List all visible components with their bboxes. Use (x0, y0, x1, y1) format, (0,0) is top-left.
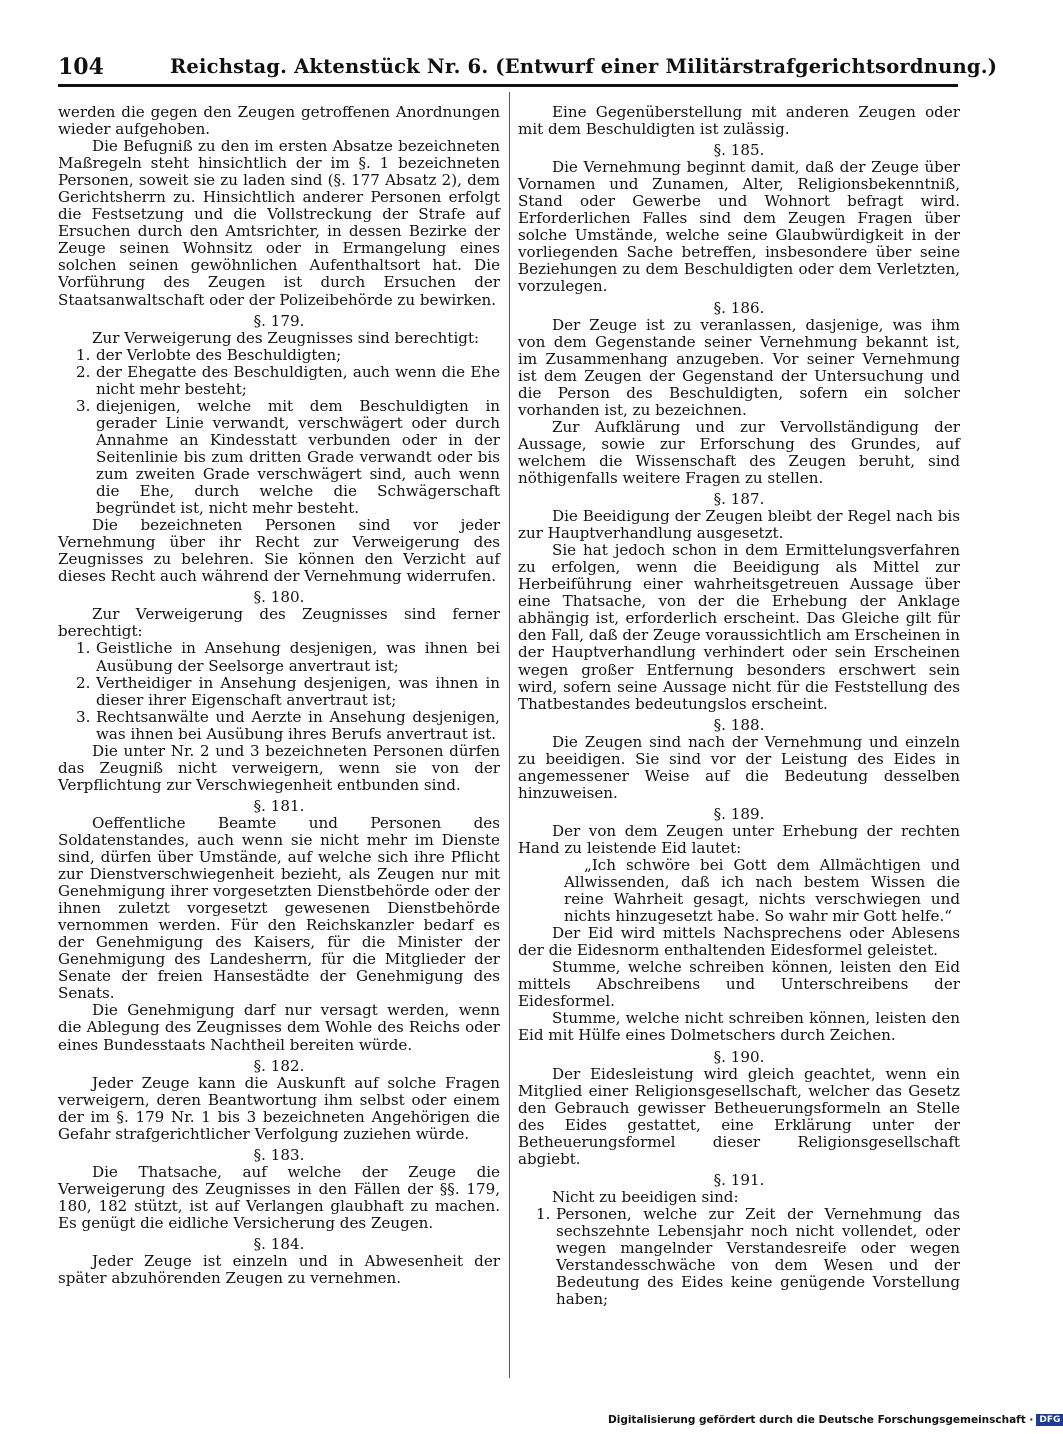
list-number: 3. (76, 396, 91, 415)
list-item (58, 709, 500, 743)
section-heading: §. 190. (713, 1047, 765, 1066)
paragraph: Der Zeuge ist zu veranlassen, dasjenige, was ihm von dem Gegenstande seiner Vernehmung bekannt ist, im Zusammenhang anzugeben. Vor seiner Vernehmung ist dem Zeugen der Gegenstand der Untersuchung und die Person des Beschuldigten, sofern ein solcher vorhanden ist, zu bezeichnen. (518, 315, 960, 419)
paragraph: Die bezeichneten Personen sind vor jeder Vernehmung über ihr Recht zur Verweigerung des Zeugnisses zu belehren. Sie können den Verzicht auf dieses Recht auch während der Vernehmung widerrufen. (58, 516, 500, 586)
section-heading: §. 182. (253, 1056, 305, 1075)
paragraph: Eine Gegenüberstellung mit anderen Zeugen oder mit dem Beschuldigten ist zulässig. (518, 103, 960, 139)
paragraph: Zur Verweigerung des Zeugnisses sind ferner berechtigt: (58, 605, 500, 641)
list-item (58, 640, 500, 674)
section-heading: §. 191. (713, 1170, 765, 1189)
paragraph: Nicht zu beeidigen sind: (552, 1187, 739, 1206)
paragraph: Die Vernehmung beginnt damit, daß der Zeuge über Vornamen und Zunamen, Alter, Religionsbekenntniß, Stand oder Gewerbe und Wohnort befragt wird. Erforderlichen Falles sind dem Zeugen Fragen über solche Umstände, welche seine Glaubwürdigkeit in der vorliegenden Sache betreffen, insbesondere über seine Beziehungen zu dem Beschuldigten oder dem Verletzten, vorzulegen. (518, 158, 960, 296)
list-item (518, 1206, 960, 1308)
list-item-text: Geistliche in Ansehung desjenigen, was ihnen bei Ausübung der Seelsorge anvertraut ist; (96, 639, 500, 675)
list-number: 2. (76, 362, 91, 381)
paragraph: Die Thatsache, auf welche der Zeuge die Verweigerung des Zeugnisses in den Fällen der §§. 179, 180, 182 stützt, ist auf Verlangen glaubhaft zu machen. Es genügt die eidliche Versicherung des Zeugen. (58, 1162, 500, 1232)
header-rule (58, 84, 958, 87)
paragraph: Die Zeugen sind nach der Vernehmung und einzeln zu beeidigen. Sie sind vor der Leistung des Eides in angemessener Weise auf die Bedeutung desselben hinzuweisen. (518, 732, 960, 802)
page-header (58, 52, 998, 84)
list-item (58, 347, 500, 364)
list-number: 1. (536, 1204, 551, 1223)
section-heading: §. 180. (253, 588, 305, 607)
column-divider (509, 92, 510, 1378)
section-heading: §. 189. (713, 804, 765, 823)
running-title: Reichstag. Aktenstück Nr. 6. (Entwurf einer Militärstrafgerichtsordnung.) (170, 55, 998, 78)
paragraph: Sie hat jedoch schon in dem Ermittelungsverfahren zu erfolgen, wenn die Beeidigung als Mittel zur Herbeiführung einer wahrheitsgetreuen Aussage über eine Thatsache, von der die Erhebung der Anklage abhängig ist, erforderlich erscheint. Das Gleiche gilt für den Fall, daß der Zeuge voraussichtlich am Erscheinen in der Hauptverhandlung verhindert oder sein Erscheinen wegen großer Entfernung besonders erschwert sein wird, sofern seine Aussage nicht für die Feststellung des Thatbestandes bedeutungslos erscheint. (518, 541, 960, 713)
list-item-text: der Ehegatte des Beschuldigten, auch wenn die Ehe nicht mehr besteht; (96, 362, 500, 398)
left-column (58, 104, 500, 1287)
paragraph: Die Befugniß zu den im ersten Absatze bezeichneten Maßregeln steht hinsichtlich der im §. 1 bezeichneten Personen, soweit sie zu laden sind (§. 177 Absatz 2), dem Gerichtsherrn zu. Hinsichtlich anderer Personen erfolgt die Festsetzung und die Vollstreckung der Strafe auf Ersuchen durch den Amtsrichter, in dessen Bezirke der Zeuge seinen Wohnsitz oder in Ermangelung eines solchen seinen gewöhnlichen Aufenthaltsort hat. Die Vorführung des Zeugen ist durch Ersuchen der Staatsanwaltschaft oder der Polizeibehörde zu bewirken. (58, 137, 500, 309)
paragraph: Jeder Zeuge kann die Auskunft auf solche Fragen verweigern, deren Beantwortung ihm selbst oder einem der im §. 179 Nr. 1 bis 3 bezeichneten Angehörigen die Gefahr strafgerichtlicher Verfolgung zuziehen würde. (58, 1073, 500, 1143)
right-column (518, 104, 960, 1308)
list-item-text: Rechtsanwälte und Aerzte in Ansehung desjenigen, was ihnen bei Ausübung ihres Berufs anvertraut ist. (96, 707, 500, 743)
section-heading: §. 181. (253, 796, 305, 815)
list-item (58, 364, 500, 398)
footer-credit (608, 1414, 1063, 1426)
list-number: 1. (76, 639, 91, 658)
section-heading: §. 187. (713, 490, 765, 509)
list-item-text: Vertheidiger in Ansehung desjenigen, was ihnen in dieser ihrer Eigenschaft anvertraut ist; (96, 673, 500, 709)
list-item-text: Personen, welche zur Zeit der Vernehmung das sechszehnte Lebensjahr noch nicht vollendet, oder wegen mangelnder Verstandesreife oder wegen Verstandesschwäche von dem Wesen und der Bedeutung des Eides keine genügende Vorstellung haben; (556, 1204, 960, 1309)
paragraph: Die Beeidigung der Zeugen bleibt der Regel nach bis zur Hauptverhandlung ausgesetzt. (518, 507, 960, 543)
paragraph: Die Genehmigung darf nur versagt werden, wenn die Ablegung des Zeugnisses dem Wohle des Reichs oder eines Bundesstaats Nachtheil bereiten würde. (58, 1001, 500, 1054)
paragraph: Zur Aufklärung und zur Vervollständigung der Aussage, sowie zur Erforschung des Grundes, auf welchem die Wissenschaft des Zeugen beruht, sind nöthigenfalls weitere Fragen zu stellen. (518, 417, 960, 487)
paragraph: Zur Verweigerung des Zeugnisses sind berechtigt: (92, 328, 480, 347)
list-number: 2. (76, 673, 91, 692)
paragraph: Der Eidesleistung wird gleich geachtet, wenn ein Mitglied einer Religionsgesellschaft, welcher das Gesetz den Gebrauch gewisser Betheuerungsformeln an Stelle des Eides gestattet, eine Erklärung unter der Betheuerungsformel dieser Religionsgesellschaft abgiebt. (518, 1064, 960, 1168)
paragraph: Die unter Nr. 2 und 3 bezeichneten Personen dürfen das Zeugniß nicht verweigern, wenn sie von der Verpflichtung zur Verschwiegenheit entbunden sind. (58, 741, 500, 794)
paragraph: Der Eid wird mittels Nachsprechens oder Ablesens der die Eidesnorm enthaltenden Eidesformel geleistet. (518, 924, 960, 960)
list-item (58, 675, 500, 709)
list-item-text: der Verlobte des Beschuldigten; (96, 345, 342, 364)
paragraph: Jeder Zeuge ist einzeln und in Abwesenheit der später abzuhörenden Zeugen zu vernehmen. (58, 1252, 500, 1288)
section-heading: §. 188. (713, 715, 765, 734)
section-heading: §. 183. (253, 1145, 305, 1164)
section-heading: §. 184. (253, 1235, 305, 1254)
list-number: 3. (76, 707, 91, 726)
paragraph: Der von dem Zeugen unter Erhebung der rechten Hand zu leistende Eid lautet: (518, 821, 960, 857)
paragraph: Stumme, welche nicht schreiben können, leisten den Eid mit Hülfe eines Dolmetschers durch Zeichen. (518, 1009, 960, 1045)
page-number: 104 (58, 54, 104, 80)
footer-text: Digitalisierung gefördert durch die Deutsche Forschungsgemeinschaft · (608, 1414, 1034, 1426)
list-number: 1. (76, 345, 91, 364)
list-item (58, 398, 500, 517)
section-heading: §. 185. (713, 141, 765, 160)
paragraph: Stumme, welche schreiben können, leisten den Eid mittels Abschreibens und Unterschreibens der Eidesformel. (518, 958, 960, 1011)
paragraph: Oeffentliche Beamte und Personen des Soldatenstandes, auch wenn sie nicht mehr im Dienste sind, dürfen über Umstände, auf welche sich ihre Pflicht zur Dienstverschwiegenheit bezieht, als Zeugen nur mit Genehmigung ihrer vorgesetzten Dienstbehörde oder der ihnen zuletzt vorgesetzt gewesenen Dienstbehörde vernommen werden. Für den Reichskanzler bedarf es der Genehmigung des Kaisers, für die Minister der Genehmigung des Landesherrn, für die Mitglieder der Senate der freien Hansestädte der Genehmigung des Senats. (58, 813, 500, 1003)
paragraph: werden die gegen den Zeugen getroffenen Anordnungen wieder aufgehoben. (58, 103, 500, 139)
section-heading: §. 186. (713, 298, 765, 317)
section-heading: §. 179. (253, 311, 305, 330)
oath-quote: „Ich schwöre bei Gott dem Allmächtigen und Allwissenden, daß ich nach bestem Wissen die reine Wahrheit gesagt, nichts verschwiegen und nichts hinzugesetzt habe. So wahr mir Gott helfe.“ (564, 856, 960, 926)
list-item-text: diejenigen, welche mit dem Beschuldigten in gerader Linie verwandt, verschwägert oder durch Annahme an Kindesstatt verbunden oder in der Seitenlinie bis zum dritten Grade verwandt oder bis zum zweiten Grade verschwägert sind, auch wenn die Ehe, durch welche die Schwägerschaft begründet ist, nicht mehr besteht. (96, 396, 500, 518)
dfg-logo: DFG (1036, 1414, 1063, 1426)
